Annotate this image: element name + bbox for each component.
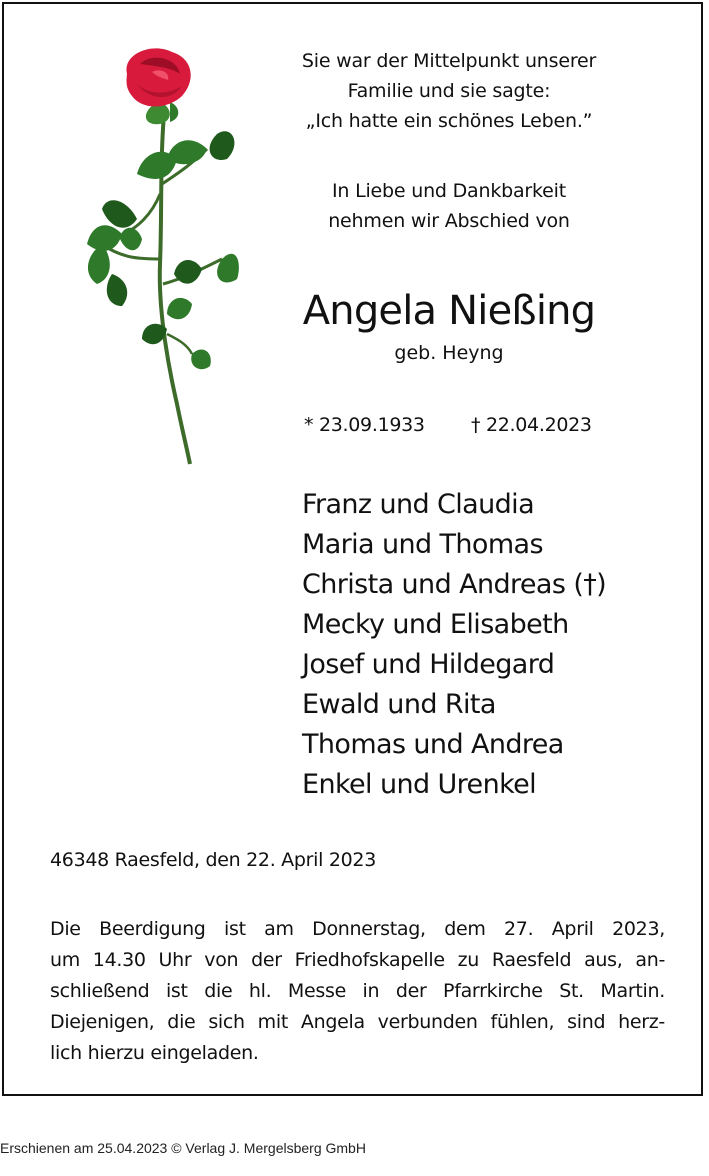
funeral-line: lich hierzu eingeladen. bbox=[50, 1042, 259, 1064]
funeral-line: schließend ist die hl. Messe in der Pfarrkirche St. Martin. bbox=[50, 980, 665, 1002]
death-date: † 22.04.2023 bbox=[471, 414, 592, 436]
mourner-item: Ewald und Rita bbox=[302, 689, 496, 720]
mourner-item: Josef und Hildegard bbox=[302, 649, 555, 680]
funeral-line: um 14.30 Uhr von der Friedhofskapelle zu Raesfeld aus, an- bbox=[50, 949, 665, 971]
funeral-notice bbox=[50, 914, 665, 1069]
farewell-line: In Liebe und Dankbarkeit bbox=[332, 180, 566, 202]
place-date: 46348 Raesfeld, den 22. April 2023 bbox=[50, 849, 377, 871]
obituary-frame bbox=[2, 2, 703, 1096]
mourner-item: Mecky und Elisabeth bbox=[302, 609, 569, 640]
birth-date: * 23.09.1933 bbox=[304, 414, 425, 436]
deceased-name: Angela Nießing bbox=[302, 288, 596, 334]
mourner-item: Christa und Andreas (†) bbox=[302, 569, 607, 600]
farewell-line: nehmen wir Abschied von bbox=[328, 210, 570, 232]
mourners-list bbox=[302, 485, 606, 805]
quote bbox=[254, 46, 644, 136]
publication-footer: Erschienen am 25.04.2023 © Verlag J. Mergelsberg GmbH bbox=[0, 1140, 366, 1156]
mourner-item: Enkel und Urenkel bbox=[302, 769, 537, 800]
maiden-name: geb. Heyng bbox=[394, 342, 504, 364]
red-rose-icon bbox=[42, 44, 252, 469]
mourner-item: Thomas und Andrea bbox=[302, 729, 564, 760]
mourner-item: Franz und Claudia bbox=[302, 489, 535, 520]
quote-line: „Ich hatte ein schönes Leben.” bbox=[305, 110, 593, 132]
mourner-item: Maria und Thomas bbox=[302, 529, 543, 560]
quote-line: Sie war der Mittelpunkt unserer bbox=[301, 50, 597, 72]
quote-line: Familie und sie sagte: bbox=[347, 80, 551, 102]
funeral-line: Diejenigen, die sich mit Angela verbunden fühlen, sind herz- bbox=[50, 1011, 665, 1033]
farewell-text bbox=[254, 176, 644, 236]
funeral-line: Die Beerdigung ist am Donnerstag, dem 27. April 2023, bbox=[50, 918, 665, 940]
